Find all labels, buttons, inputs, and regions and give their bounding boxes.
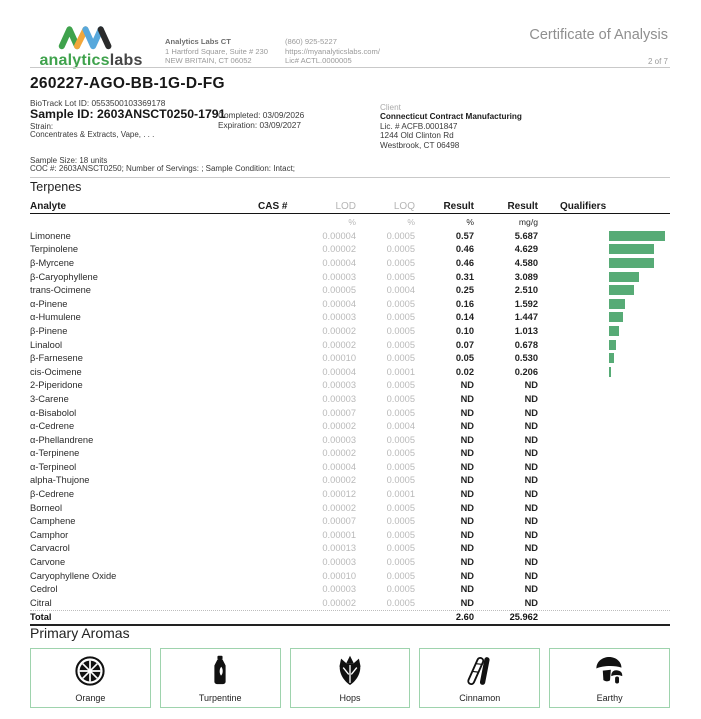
table-row [30,487,670,501]
qualifier-cell [538,283,670,297]
qualifier-cell [538,460,670,474]
aroma-card-cinnamon [419,648,540,708]
lod-value: 0.00005 [322,285,356,296]
result-pct-value: ND [460,448,474,459]
lod-value: 0.00004 [322,257,356,268]
qualifier-cell [538,270,670,284]
unit-lod: % [348,216,356,227]
result-pct-value: 0.14 [455,312,474,323]
result-mg-value: ND [524,557,538,568]
result-mg-value: ND [524,434,538,445]
analyte-name: Camphor [30,529,69,540]
orange-slice-icon [73,654,107,688]
table-row [30,243,670,257]
lod-value: 0.00003 [322,380,356,391]
analyte-name: Terpinolene [30,244,79,255]
qualifier-cell [538,256,670,270]
table-row [30,501,670,515]
table-row [30,365,670,379]
lod-value: 0.00003 [322,393,356,404]
expiration-date: Expiration: 03/09/2027 [218,120,302,130]
result-bar [609,299,625,309]
terpenes-section-title: Terpenes [30,180,82,194]
loq-value: 0.0005 [386,597,415,608]
qualifier-cell [538,392,670,406]
loq-value: 0.0005 [386,543,415,554]
result-mg-value: ND [524,393,538,404]
loq-value: 0.0005 [386,529,415,540]
document-title: Certificate of Analysis [529,27,668,43]
analyte-name: Limonene [30,230,71,241]
analyte-name: β-Farnesene [30,353,83,364]
loq-value: 0.0005 [386,298,415,309]
analyte-name: Cedrol [30,584,58,595]
lod-value: 0.00001 [322,529,356,540]
table-row [30,311,670,325]
analyte-name: 2-Piperidone [30,380,83,391]
loq-value: 0.0005 [386,570,415,581]
qualifier-cell [538,338,670,352]
result-pct-value: ND [460,434,474,445]
total-result-mg: 25.962 [509,612,538,623]
loq-value: 0.0005 [386,380,415,391]
qualifier-cell [538,419,670,433]
result-pct-value: 0.57 [455,230,474,241]
lod-value: 0.00003 [322,584,356,595]
section-divider [30,177,670,178]
biotrack-lot-id: BioTrack Lot ID: 0553500103369178 [30,98,166,108]
coc-line: COC #: 2603ANSCT0250; Number of Servings: ; Sample Condition: Intact; [30,164,296,173]
lod-value: 0.00003 [322,271,356,282]
loq-value: 0.0005 [386,448,415,459]
loq-value: 0.0001 [386,366,415,377]
client-address-line1: 1244 Old Clinton Rd [380,131,454,141]
result-mg-value: ND [524,597,538,608]
result-pct-value: ND [460,502,474,513]
loq-value: 0.0005 [386,557,415,568]
result-pct-value: ND [460,570,474,581]
loq-value: 0.0005 [386,393,415,404]
table-header-row [30,200,670,214]
analyte-name: Borneol [30,502,63,513]
lod-value: 0.00012 [322,489,356,500]
table-row [30,406,670,420]
result-pct-value: ND [460,584,474,595]
result-mg-value: 4.629 [514,244,538,255]
table-row [30,528,670,542]
col-header-loq: LOQ [393,201,415,212]
brand-wordmark-analytics: analytics [39,52,110,69]
result-mg-value: ND [524,380,538,391]
loq-value: 0.0005 [386,271,415,282]
result-mg-value: ND [524,529,538,540]
loq-value: 0.0001 [386,489,415,500]
result-mg-value: ND [524,461,538,472]
lod-value: 0.00002 [322,325,356,336]
loq-value: 0.0005 [386,502,415,513]
qualifier-cell [538,379,670,393]
result-bar [609,367,611,377]
result-pct-value: ND [460,380,474,391]
qualifier-cell [538,433,670,447]
qualifier-cell [538,324,670,338]
analyte-name: β-Cedrene [30,489,75,500]
col-header-result-mg: Result [507,201,538,212]
result-pct-value: 0.25 [455,285,474,296]
total-row [30,610,670,625]
qualifier-cell [538,487,670,501]
qualifier-cell [538,365,670,379]
qualifier-cell [538,243,670,257]
result-mg-value: 0.530 [514,353,538,364]
lod-value: 0.00004 [322,461,356,472]
result-mg-value: ND [524,475,538,486]
loq-value: 0.0005 [386,339,415,350]
client-name: Connecticut Contract Manufacturing [380,112,522,122]
result-pct-value: ND [460,475,474,486]
batch-title: 260227-AGO-BB-1G-D-FG [30,75,225,92]
analyte-name: α-Bisabolol [30,407,77,418]
result-mg-value: 4.580 [514,257,538,268]
mushroom-icon [593,654,627,688]
table-row [30,351,670,365]
terpene-rows [30,229,670,610]
table-row [30,460,670,474]
table-row [30,582,670,596]
analyte-name: Carvone [30,557,66,568]
result-bar [609,258,654,268]
lab-license: Lic# ACTL.0000005 [285,56,352,66]
result-mg-value: 5.687 [514,230,538,241]
lod-value: 0.00007 [322,516,356,527]
lab-address-line1: 1 Hartford Square, Suite # 230 [165,46,269,56]
lod-value: 0.00010 [322,353,356,364]
aroma-card-orange [30,648,151,708]
lod-value: 0.00002 [322,339,356,350]
completed-date: Completed: 03/09/2026 [218,110,305,120]
analyte-name: β-Pinene [30,325,68,336]
table-row [30,256,670,270]
aroma-card-earthy [549,648,670,708]
lod-value: 0.00003 [322,312,356,323]
result-pct-value: ND [460,421,474,432]
table-row [30,229,670,243]
table-row [30,596,670,610]
lod-value: 0.00007 [322,407,356,418]
sample-size: Sample Size: 18 units [30,156,108,165]
primary-aromas-section [30,625,670,708]
lod-value: 0.00003 [322,434,356,445]
lod-value: 0.00002 [322,502,356,513]
lod-value: 0.00004 [322,298,356,309]
result-pct-value: ND [460,407,474,418]
analyte-name: α-Pinene [30,298,68,309]
result-pct-value: ND [460,393,474,404]
col-header-result-pct: Result [443,201,474,212]
aroma-label: Cinnamon [459,693,501,703]
result-pct-value: ND [460,557,474,568]
analyte-name: Carvacrol [30,543,70,554]
lod-value: 0.00002 [322,244,356,255]
col-header-cas: CAS # [258,201,288,212]
qualifier-cell [538,351,670,365]
lod-value: 0.00002 [322,475,356,486]
lod-value: 0.00002 [322,421,356,432]
analyte-name: α-Terpineol [30,461,77,472]
result-bar [609,231,665,241]
primary-aromas-title: Primary Aromas [30,625,130,641]
result-pct-value: ND [460,516,474,527]
aroma-label: Orange [75,693,106,703]
loq-value: 0.0005 [386,434,415,445]
aroma-label: Earthy [596,693,623,703]
result-pct-value: 0.31 [455,271,474,282]
loq-value: 0.0005 [386,475,415,486]
result-bar [609,244,654,254]
loq-value: 0.0004 [386,421,415,432]
analyte-name: 3-Carene [30,393,69,404]
result-bar [609,340,616,350]
result-mg-value: ND [524,448,538,459]
qualifier-cell [538,406,670,420]
lab-address-line2: NEW BRITAIN, CT 06052 [165,56,252,66]
table-row [30,555,670,569]
qualifier-cell [538,474,670,488]
analyte-name: β-Myrcene [30,257,75,268]
unit-result-mg: mg/g [518,216,538,227]
aroma-label: Hops [339,693,361,703]
result-pct-value: 0.05 [455,353,474,364]
result-mg-value: 1.447 [514,312,538,323]
result-pct-value: 0.10 [455,325,474,336]
table-row [30,447,670,461]
client-license: Lic. # ACFB.0001847 [380,121,458,131]
aroma-card-turpentine [160,648,281,708]
result-pct-value: ND [460,461,474,472]
aroma-cards [30,648,670,708]
analyte-name: Linalool [30,339,63,350]
result-bar [609,285,634,295]
lab-phone: (860) 925-5227 [285,37,337,46]
qualifier-cell [538,501,670,515]
table-row [30,542,670,556]
col-header-qualifiers: Qualifiers [560,201,607,212]
analyte-name: alpha-Thujone [30,475,90,486]
loq-value: 0.0004 [386,285,415,296]
loq-value: 0.0005 [386,461,415,472]
sample-id: Sample ID: 2603ANSCT0250-1791 [30,107,226,121]
analyte-name: Caryophyllene Oxide [30,570,117,581]
result-pct-value: ND [460,529,474,540]
client-address-line2: Westbrook, CT 06498 [380,140,460,150]
qualifier-cell [538,229,670,243]
hops-icon [333,654,367,688]
analyte-name: Camphene [30,516,76,527]
result-mg-value: ND [524,570,538,581]
table-row [30,419,670,433]
analyte-name: α-Cedrene [30,421,75,432]
result-bar [609,312,623,322]
qualifier-cell [538,528,670,542]
result-pct-value: 0.07 [455,339,474,350]
lod-value: 0.00010 [322,570,356,581]
qualifier-cell [538,514,670,528]
lab-address-block [165,37,268,66]
unit-loq: % [407,216,415,227]
result-mg-value: ND [524,502,538,513]
col-header-lod: LOD [335,201,356,212]
table-row [30,474,670,488]
result-mg-value: 3.089 [514,271,538,282]
page-indicator: 2 of 7 [647,57,668,66]
qualifier-cell [538,582,670,596]
loq-value: 0.0005 [386,516,415,527]
result-mg-value: 1.013 [514,325,538,336]
analyte-name: α-Humulene [30,312,81,323]
result-mg-value: 2.510 [514,285,538,296]
analyte-name: β-Caryophyllene [30,271,98,282]
result-bar [609,353,614,363]
qualifier-cell [538,542,670,556]
unit-result-pct: % [466,216,474,227]
lab-name: Analytics Labs CT [165,37,231,46]
analyte-name: trans-Ocimene [30,285,91,296]
strain-label: Strain: [30,122,54,131]
aroma-card-hops [290,648,411,708]
result-mg-value: ND [524,489,538,500]
lod-value: 0.00002 [322,597,356,608]
lod-value: 0.00003 [322,557,356,568]
loq-value: 0.0005 [386,325,415,336]
result-bar [609,326,619,336]
brand-wordmark-labs: labs [109,52,143,69]
result-pct-value: ND [460,489,474,500]
result-mg-value: ND [524,584,538,595]
analyte-name: Citral [30,597,52,608]
lod-value: 0.00004 [322,366,356,377]
table-row [30,433,670,447]
loq-value: 0.0005 [386,244,415,255]
table-row [30,338,670,352]
client-label: Client [380,103,401,112]
table-row [30,569,670,583]
lod-value: 0.00004 [322,230,356,241]
result-pct-value: ND [460,543,474,554]
result-bar [609,272,639,282]
sample-matrix: Concentrates & Extracts, Vape, . . . [30,130,155,139]
lod-value: 0.00002 [322,448,356,459]
total-label: Total [30,612,52,623]
result-pct-value: 0.46 [455,244,474,255]
loq-value: 0.0005 [386,353,415,364]
result-pct-value: ND [460,597,474,608]
result-mg-value: ND [524,516,538,527]
lod-value: 0.00013 [322,543,356,554]
result-mg-value: 1.592 [514,298,538,309]
table-row [30,297,670,311]
analyte-name: α-Phellandrene [30,434,94,445]
qualifier-cell [538,311,670,325]
total-result-pct: 2.60 [455,612,474,623]
lab-contact-block [285,37,380,66]
table-row [30,324,670,338]
cinnamon-sticks-icon [463,654,497,688]
qualifier-cell [538,297,670,311]
header-divider [30,67,670,68]
bottle-icon [203,654,237,688]
result-mg-value: ND [524,407,538,418]
analyticslabs-logo-icon [58,24,116,50]
result-pct-value: 0.02 [455,366,474,377]
qualifier-cell [538,596,670,610]
client-block [380,103,522,150]
result-pct-value: 0.46 [455,257,474,268]
table-row [30,270,670,284]
result-mg-value: ND [524,543,538,554]
lab-website: https://myanalyticslabs.com/ [285,46,380,56]
col-header-analyte: Analyte [30,201,67,212]
loq-value: 0.0005 [386,230,415,241]
analyte-name: α-Terpinene [30,448,80,459]
analyte-name: cis-Ocimene [30,366,82,377]
loq-value: 0.0005 [386,257,415,268]
result-mg-value: 0.206 [514,366,538,377]
table-row [30,514,670,528]
loq-value: 0.0005 [386,584,415,595]
qualifier-cell [538,447,670,461]
loq-value: 0.0005 [386,312,415,323]
table-units-row [30,214,670,229]
qualifier-cell [538,569,670,583]
result-mg-value: 0.678 [514,339,538,350]
terpenes-table [30,200,670,626]
result-pct-value: 0.16 [455,298,474,309]
loq-value: 0.0005 [386,407,415,418]
qualifier-cell [538,555,670,569]
aroma-label: Turpentine [198,693,242,703]
table-row [30,392,670,406]
table-row [30,283,670,297]
table-row [30,379,670,393]
result-mg-value: ND [524,421,538,432]
